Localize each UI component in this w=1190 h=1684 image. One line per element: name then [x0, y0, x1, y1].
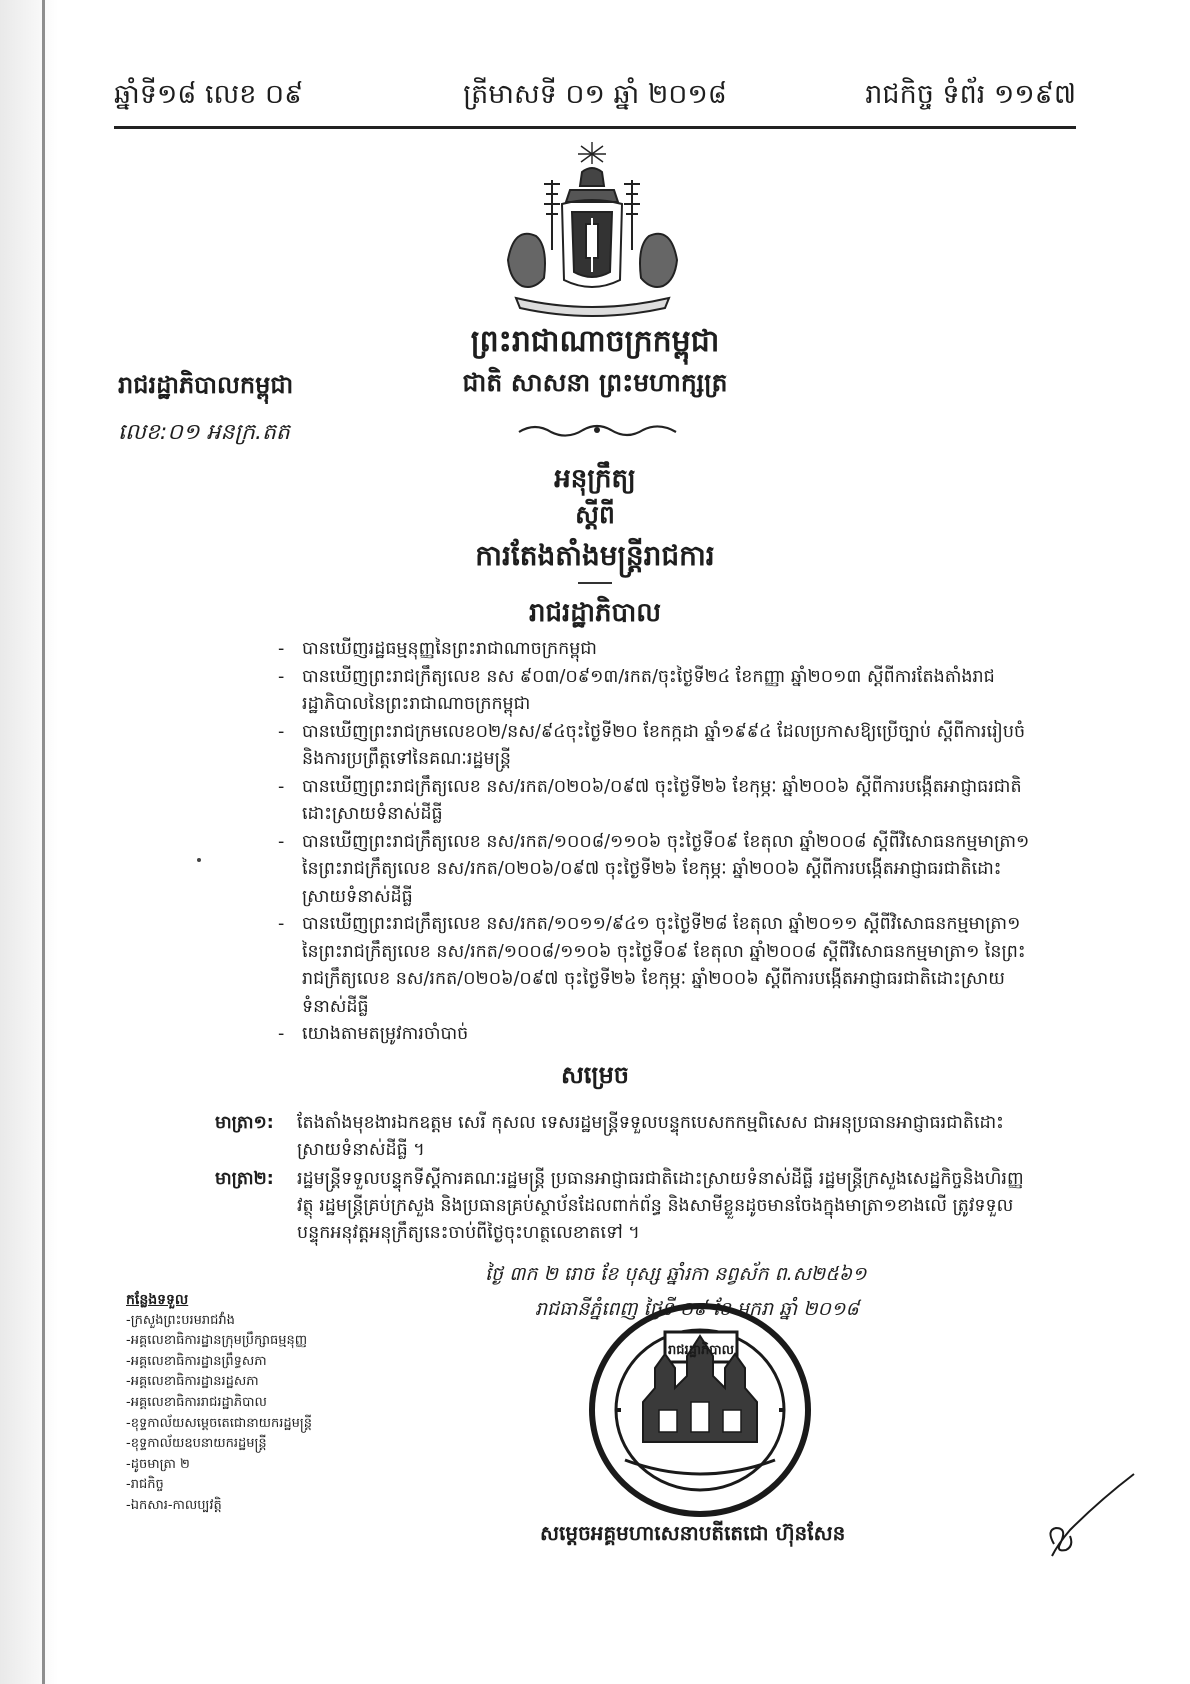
recipient-item: -អគ្គលេខាធិការដ្ឋានព្រឹទ្ធសភា — [126, 1353, 267, 1369]
seal-label: រាជរដ្ឋាភិបាល — [667, 1343, 735, 1358]
article-label: មាត្រា១: — [215, 1113, 274, 1133]
preamble-item: - បានឃើញព្រះរាជក្រមលេខ០២/នស/៩៤ចុះថ្ងៃទី២០ ខែកក្កដា ឆ្នាំ១៩៩៤ ដែលប្រកាសឱ្យប្រើច្បាប់ ស្ដីពីការរៀបចំ និងការប្រព្រឹត្តទៅនៃគណៈរដ្ឋមន្ត្រី — [278, 721, 1026, 769]
document-issuer: រាជរដ្ឋាភិបាល — [528, 598, 662, 628]
kingdom-title: ព្រះរាជាណាចក្រកម្ពុជា — [470, 324, 720, 359]
gazette-page-number: រាជកិច្ច ទំព័រ ១១៩៧ — [865, 79, 1076, 110]
official-seal-icon — [585, 1292, 815, 1522]
gazette-date: ត្រីមាសទី ០១ ឆ្នាំ ២០១៨ — [463, 79, 727, 110]
header-rule — [114, 126, 1076, 129]
document-subject: ការតែងតាំងមន្ត្រីរាជការ — [475, 539, 715, 572]
recipient-item: -ក្រសួងព្រះបរមរាជវាំង — [126, 1312, 235, 1328]
signatory-name: សម្ដេចអគ្គមហាសេនាបតីតេជោ ហ៊ុនសែន — [540, 1521, 846, 1545]
recipient-item: -អគ្គលេខាធិការរាជរដ្ឋាភិបាល — [126, 1394, 267, 1410]
recipients-title: កន្លែងទទួល — [126, 1292, 189, 1308]
reference-number: លេខ:០១ អនក្រ.តត — [118, 420, 290, 445]
recipients-list — [126, 1290, 312, 1517]
article-text: តែងតាំងមុខងារឯកឧត្តម សេរី កុសល ទេសរដ្ឋមន្ត្រីទទួលបន្ទុកបេសកកម្មពិសេស ជាអនុប្រធានអាជ្ញាធរជាតិដោះស្រាយទំនាស់ដីធ្លី ។ — [297, 1113, 1004, 1160]
lunar-date: ថ្ងៃ ៣ក ២ រោច ខែ បុស្ស ឆ្នាំរកា នព្វស័ក ព.ស២៥៦១ — [485, 1263, 867, 1285]
recipient-item: -អគ្គលេខាធិការដ្ឋានរដ្ឋសភា — [126, 1374, 259, 1390]
preamble-item: - យោងតាមតម្រូវការចាំបាច់ — [278, 1024, 469, 1044]
gazette-year-issue: ឆ្នាំទី១៨ លេខ ០៩ — [114, 79, 304, 110]
royal-coat-of-arms-icon — [500, 140, 685, 325]
issuing-body-name: រាជរដ្ឋាភិបាលកម្ពុជា — [118, 371, 294, 399]
place-and-date: រាជធានីភ្នំពេញ ថ្ងៃទី ០៩ ខែ មករា ឆ្នាំ ២០១៨ — [535, 1298, 859, 1320]
articles — [215, 1110, 1030, 1249]
preamble-item: - បានឃើញព្រះរាជក្រឹត្យលេខ នស/រកត/០២០៦/០៩៧ ចុះថ្ងៃទី២៦ ខែកុម្ភៈ ឆ្នាំ២០០៦ ស្ដីពីការបង្កើតអាជ្ញាធរជាតិដោះស្រាយទំនាស់ដីធ្លី — [278, 776, 1022, 824]
article-1 — [215, 1110, 1030, 1164]
recipient-item: -ឯកសារ-កាលប្បវត្តិ — [126, 1497, 222, 1513]
gazette-header — [114, 78, 1076, 122]
article-text: រដ្ឋមន្ត្រីទទួលបន្ទុកទីស្ដីការគណៈរដ្ឋមន្ត្រី ប្រធានអាជ្ញាធរជាតិដោះស្រាយទំនាស់ដីធ្លី រដ្ឋមន្ត្រីក្រសួងសេដ្ឋកិច្ចនិងហិរញ្ញវត្ថុ រដ្ឋមន្ត្រីគ្រប់ក្រសួង និងប្រធានគ្រប់ស្ថាប័នដែលពាក់ព័ន្ធ និងសាមីខ្លួនដូចមានចែងក្នុងមាត្រា១ខាងលើ ត្រូវទទួលបន្ទុកអនុវត្តអនុក្រឹត្យនេះចាប់ពីថ្ងៃចុះហត្ថលេខាតទៅ ។ — [297, 1169, 1024, 1243]
article-label: មាត្រា២: — [215, 1169, 274, 1189]
national-motto: ជាតិ សាសនា ព្រះមហាក្សត្រ — [462, 368, 728, 397]
recipient-item: -ខុទ្ទកាល័យសម្ដេចតេជោនាយករដ្ឋមន្ត្រី — [126, 1415, 312, 1431]
recipient-item: -អគ្គលេខាធិការដ្ឋានក្រុមប្រឹក្សាធម្មនុញ្ញ — [126, 1333, 308, 1349]
recipient-item: -រាជកិច្ច — [126, 1477, 164, 1493]
subject-underline — [578, 582, 612, 584]
document-on: ស្ដីពី — [575, 500, 615, 529]
recipient-item: -ខុទ្ទកាល័យឧបនាយករដ្ឋមន្ត្រី — [126, 1436, 267, 1452]
recipient-item: -ដូចមាត្រា ២ — [126, 1456, 190, 1472]
decision-heading: សម្រេច — [560, 1061, 630, 1089]
preamble-item: - បានឃើញព្រះរាជក្រឹត្យលេខ នស ៩០៣/០៩១៣/រកត/ចុះថ្ងៃទី២៤ ខែកញ្ញា ឆ្នាំ២០១៣ ស្ដីពីការតែងតាំងរាជរដ្ឋាភិបាលនៃព្រះរាជាណាចក្រកម្ពុជា — [278, 666, 995, 714]
preamble-list — [270, 636, 1030, 1049]
handwritten-signature-icon — [1030, 1470, 1140, 1560]
ornament-divider-icon — [515, 420, 680, 440]
preamble-item: - បានឃើញរដ្ឋធម្មនុញ្ញនៃព្រះរាជាណាចក្រកម្ពុជា — [278, 639, 597, 659]
document-type: អនុក្រឹត្យ — [554, 464, 636, 494]
article-2 — [215, 1166, 1030, 1247]
preamble-item: - បានឃើញព្រះរាជក្រឹត្យលេខ នស/រកត/១០០៨/១១០៦ ចុះថ្ងៃទី០៩ ខែតុលា ឆ្នាំ២០០៨ ស្ដីពីវិសោធនកម្មមាត្រា១ នៃព្រះរាជក្រឹត្យលេខ នស/រកត/០២០៦/០៩៧ ចុះថ្ងៃទី២៦ ខែកុម្ភៈ ឆ្នាំ២០០៦ ស្ដីពីការបង្កើតអាជ្ញាធរជាតិដោះស្រាយទំនាស់ដីធ្លី — [278, 831, 1030, 907]
preamble-item: - បានឃើញព្រះរាជក្រឹត្យលេខ នស/រកត/១០១១/៩៤១ ចុះថ្ងៃទី២៨ ខែតុលា ឆ្នាំ២០១១ ស្ដីពីវិសោធនកម្មមាត្រា១ នៃព្រះរាជក្រឹត្យលេខ នស/រកត/១០០៨/១១០៦ ចុះថ្ងៃទី០៩ ខែតុលា ឆ្នាំ២០០៨ ស្ដីពីវិសោធនកម្មមាត្រា១ នៃព្រះរាជក្រឹត្យលេខ នស/រកត/០២០៦/០៩៧ ចុះថ្ងៃទី២៦ ខែកុម្ភៈ ឆ្នាំ២០០៦ ស្ដីពីការបង្កើតអាជ្ញាធរជាតិដោះស្រាយទំនាស់ដីធ្លី — [278, 914, 1026, 1017]
